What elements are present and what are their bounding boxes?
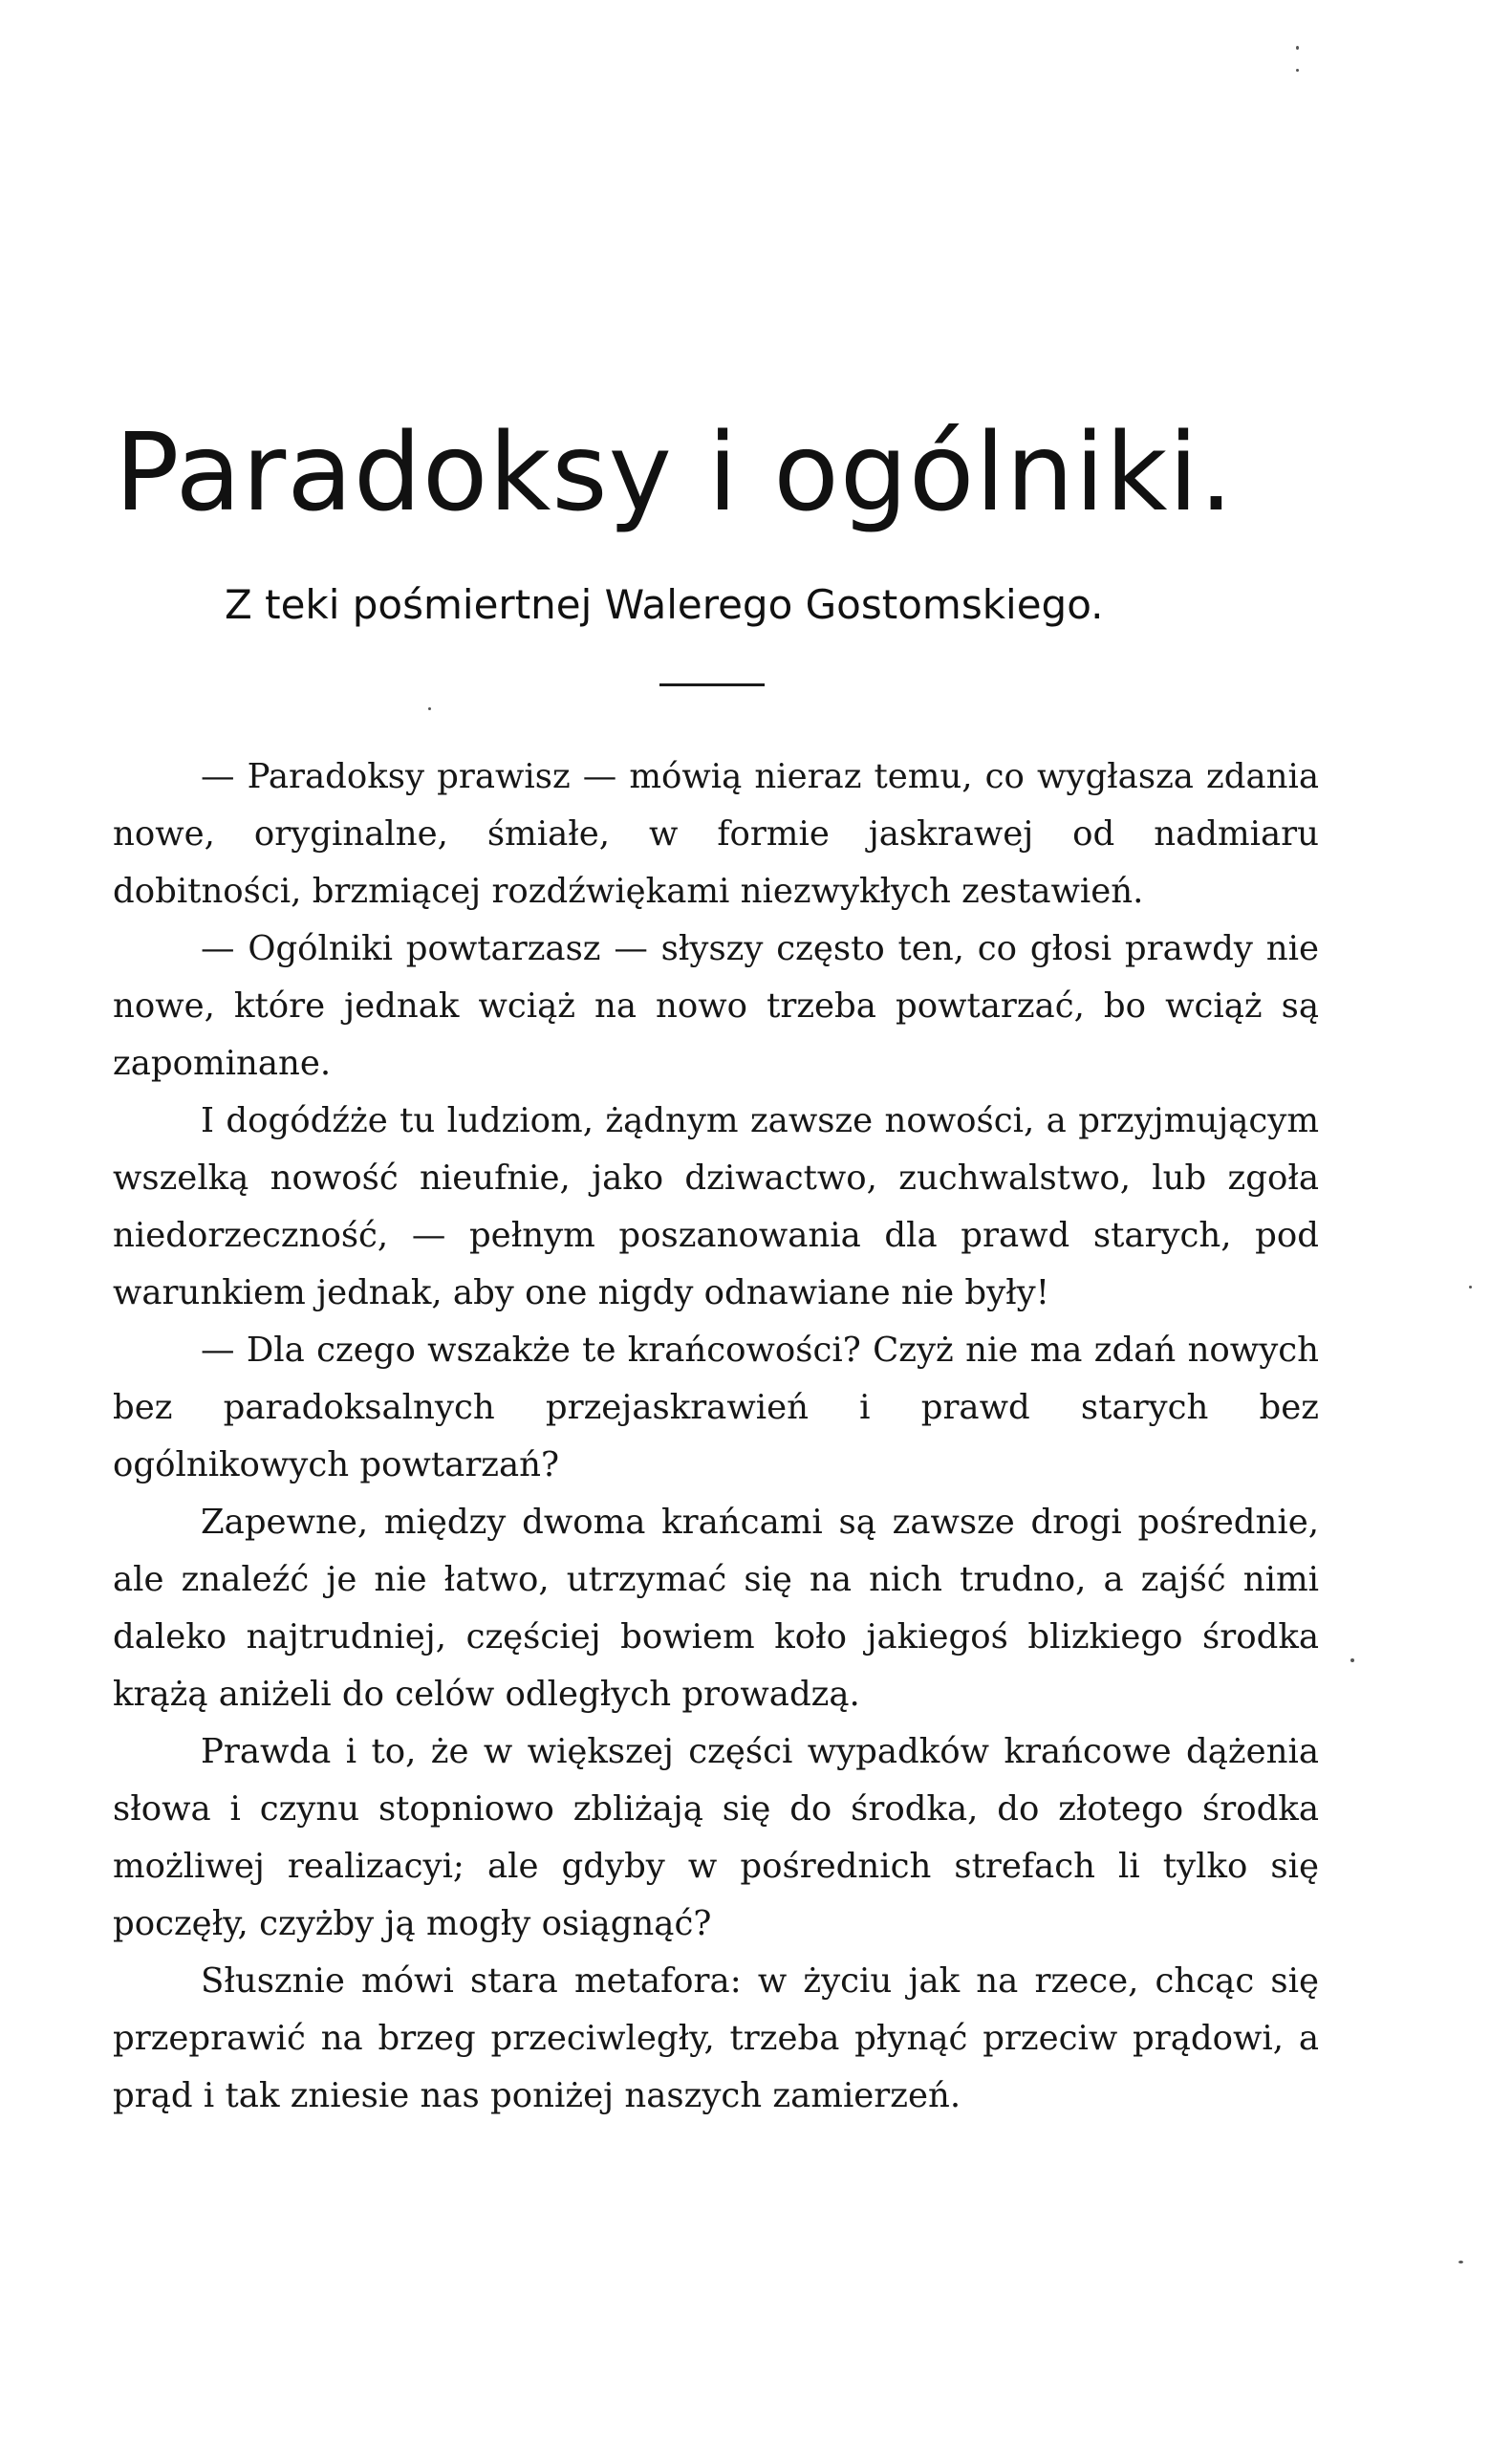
- paragraph: Słusznie mówi stara metafora: w życiu jak na rzece, chcąc się przeprawić na brzeg przeciwległy, trzeba płynąć przeciw prądowi, a prąd i tak zniesie nas poniżej naszych zamierzeń.: [113, 1961, 1319, 2115]
- scan-speck: [1469, 1286, 1472, 1288]
- paragraph: Prawda i to, że w większej części wypadków krańcowe dążenia słowa i czynu stopniowo zbliżają się do środka, do złotego środka możliwej realizacyi; ale gdyby w pośrednich strefach li tylko się poczęły, czyżby ją mogły osiągnąć?: [113, 1732, 1319, 1943]
- scan-speck: [1296, 69, 1299, 72]
- scan-speck: [1350, 1658, 1354, 1662]
- paragraph: — Paradoksy prawisz — mówią nieraz temu, co wygłasza zdania nowe, oryginalne, śmiałe, w formie jaskrawej od nadmiaru dobitności, brzmiącej rozdźwiękami niezwykłych zestawień.: [113, 757, 1319, 911]
- page-subtitle: Z teki pośmiertnej Walerego Gostomskiego.: [225, 581, 1104, 628]
- paragraph: I dogódźże tu ludziom, żądnym zawsze nowości, a przyjmującym wszelką nowość nieufnie, jako dziwactwo, zuchwalstwo, lub zgoła niedorzeczność, — pełnym poszanowania dla prawd starych, pod warunkiem jednak, aby one nigdy odnawiane nie były!: [113, 1101, 1319, 1312]
- scan-speck: [428, 707, 431, 710]
- paragraph: Zapewne, między dwoma krańcami są zawsze drogi pośrednie, ale znaleźć je nie łatwo, utrzymać się na nich trudno, a zajść nimi daleko najtrudniej, częściej bowiem koło jakiegoś blizkiego środka krążą aniżeli do celów odległych prowadzą.: [113, 1503, 1319, 1714]
- section-divider: [659, 683, 765, 686]
- paragraph: — Ogólniki powtarzasz — słyszy często ten, co głosi prawdy nie nowe, które jednak wciąż na nowo trzeba powtarzać, bo wciąż są zapominane.: [113, 929, 1319, 1083]
- scan-speck: [1296, 46, 1299, 50]
- scan-speck: [1458, 2261, 1463, 2263]
- body-text: [113, 748, 1319, 2125]
- page-title: Paradoksy i ogólniki.: [115, 411, 1235, 535]
- paragraph: — Dla czego wszakże te krańcowości? Czyż nie ma zdań nowych bez paradoksalnych przejaskrawień i prawd starych bez ogólnikowych powtarzań?: [113, 1331, 1319, 1484]
